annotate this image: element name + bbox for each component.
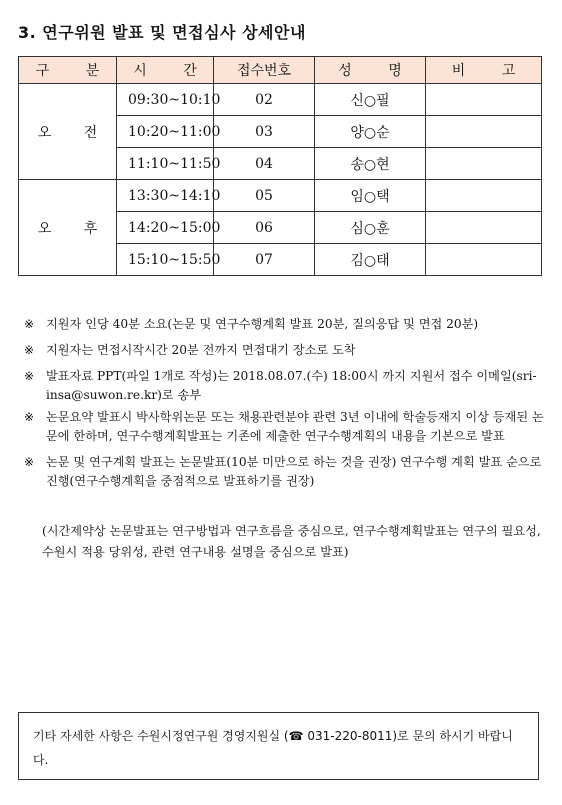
contact-box: 기타 자세한 사항은 수원시정연구원 경영지원실 (☎ 031-220-8011)로 문의 하시기 바랍니다. [18,712,539,780]
name-cell: 양○순 [315,116,426,148]
note-text: 지원자는 면접시작시간 20분 전까지 면접대기 장소로 도착 [46,343,356,357]
reference-mark: ※ [24,343,35,357]
number-cell: 04 [214,148,315,180]
note-text: 지원자 인당 40분 소요(논문 및 연구수행계획 발표 20분, 질의응답 및 면접 20분) [46,317,479,331]
note-cell [426,148,542,180]
note-text: 발표자료 PPT(파일 1개로 작성)는 2018.08.07.(수) 18:00시 까지 지원서 접수 이메일(sri-insa@suwon.re.kr)로 송부 [46,369,537,402]
section-title: 3. 연구위원 발표 및 면접심사 상세안내 [18,23,306,42]
name-cell: 신○필 [315,84,426,116]
time-cell: 11:10~11:50 [117,148,214,180]
table-row [19,180,542,212]
note-item [24,408,544,446]
number-cell: 03 [214,116,315,148]
header-name: 성 명 [315,57,426,84]
session-afternoon: 오 후 [19,180,117,276]
header-category: 구 분 [19,57,117,84]
time-cell: 10:20~11:00 [117,116,214,148]
note-cell [426,116,542,148]
note-item [24,367,544,405]
reference-mark: ※ [24,317,35,331]
presentation-subnote: (시간제약상 논문발표는 연구방법과 연구흐름을 중심으로, 연구수행계획발표는 연구의 필요성, 수원시 적용 당위성, 관련 연구내용 설명을 중심으로 발표) [42,524,541,559]
name-cell: 임○택 [315,180,426,212]
time-cell: 14:20~15:00 [117,212,214,244]
time-cell: 13:30~14:10 [117,180,214,212]
reference-mark: ※ [24,455,35,469]
number-cell: 05 [214,180,315,212]
note-cell [426,244,542,276]
notes-list [24,315,544,498]
time-cell: 15:10~15:50 [117,244,214,276]
header-note: 비 고 [426,57,542,84]
table-header-row [19,57,542,84]
name-cell: 송○현 [315,148,426,180]
table-row [19,84,542,116]
note-text: 논문요약 발표시 박사학위논문 또는 채용관련분야 관련 3년 이내에 학술등재지 이상 등재된 논문에 한하며, 연구수행계획발표는 기존에 제출한 연구수행계획의 내용을 기본으로 발표 [46,410,544,443]
name-cell: 김○태 [315,244,426,276]
reference-mark: ※ [24,410,35,424]
name-cell: 심○훈 [315,212,426,244]
number-cell: 07 [214,244,315,276]
note-cell [426,180,542,212]
note-item [24,453,544,491]
note-item [24,315,544,334]
reference-mark: ※ [24,369,35,383]
session-morning: 오 전 [19,84,117,180]
note-cell [426,212,542,244]
note-item [24,341,544,360]
header-number: 접수번호 [214,57,315,84]
note-text: 논문 및 연구계획 발표는 논문발표(10분 미만으로 하는 것을 권장) 연구수행 계획 발표 순으로 진행(연구수행계획을 중점적으로 발표하기를 권장) [46,455,542,488]
schedule-table [18,56,542,276]
number-cell: 02 [214,84,315,116]
time-cell: 09:30~10:10 [117,84,214,116]
header-time: 시 간 [117,57,214,84]
note-cell [426,84,542,116]
number-cell: 06 [214,212,315,244]
